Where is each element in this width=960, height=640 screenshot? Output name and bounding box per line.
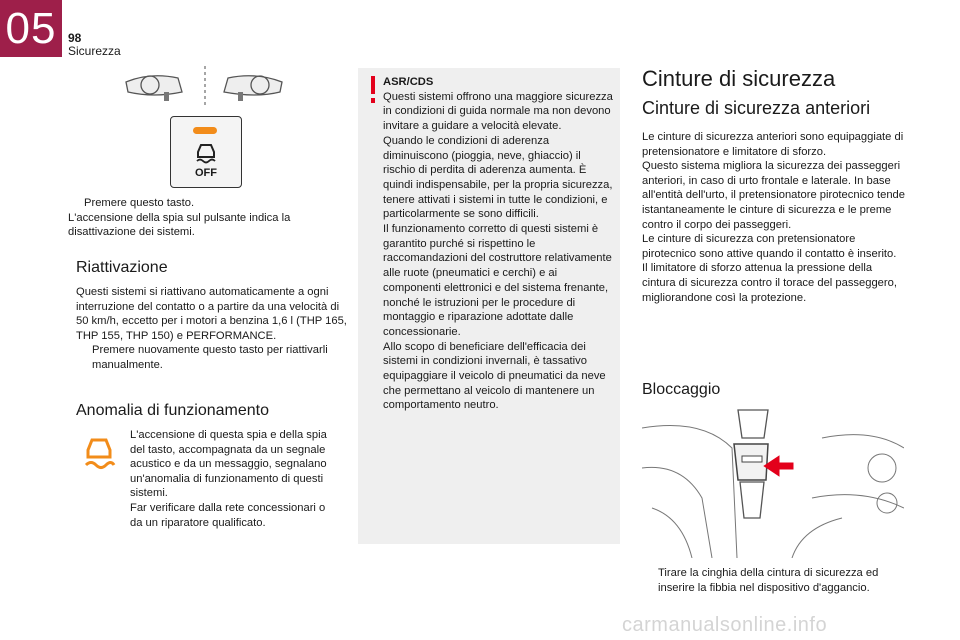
button-indicator-lamp xyxy=(193,127,217,134)
malfunction-title: Anomalia di funzionamento xyxy=(76,402,270,419)
warning-p4: Allo scopo di beneficiare dell'efficacia dei sistemi in condizioni invernali, è tassativo equipaggiare il veicolo di pneumatici da neve che permettano al veicolo di mantenere un comportamento neutro. xyxy=(383,340,606,412)
malfunction-body-2: Far verificare dalla rete concessionari o da un riparatore qualificato. xyxy=(130,501,326,529)
skidding-car-icon xyxy=(193,141,219,165)
warning-exclamation-icon xyxy=(368,76,378,104)
malfunction-section xyxy=(130,428,330,530)
bullet-marker xyxy=(642,566,658,595)
locking-bullet: Tirare la cinghia della cintura di sicurezza ed inserire la fibbia nel dispositivo d'aggancio. xyxy=(658,567,879,594)
seatbelts-p3: Le cinture di sicurezza con pretensionatore pirotecnico sono attive quando il contatto è inserito. xyxy=(642,233,897,260)
bullet-marker xyxy=(76,343,92,372)
warning-p3: Il funzionamento corretto di questi sistemi è garantito purché si rispettino le raccomandazioni del costruttore relativamente alle ruote (pneumatici e cerchi) e ai componenti elettronici e del sistema frenante, nonché le istruzioni per le procedure di montaggio e riparazione adottate dalle concessionarie. xyxy=(383,223,612,338)
seatbelts-p1: Le cinture di sicurezza anteriori sono equipaggiate di pretensionatore e limitatore di sforzo. xyxy=(642,131,904,158)
front-seatbelts-title: Cinture di sicurezza anteriori xyxy=(642,98,871,118)
locking-instruction xyxy=(642,566,907,595)
reactivation-body: Questi sistemi si riattivano automaticamente a ogni interruzione del contatto o a partire da una velocità di 50 km/h, eccetto per i motori a benzina 1,6 l (THP 165, THP 155, THP 150) e PERFORMANCE. xyxy=(76,286,347,342)
bullet-marker xyxy=(68,196,84,211)
reactivation-bullet: Premere nuovamente questo tasto per riattivarli manualmente. xyxy=(92,344,328,371)
button-off-label: OFF xyxy=(195,167,217,179)
warning-p1: Questi sistemi offrono una maggiore sicurezza in condizioni di guida normale ma non devono invitare a guidare a velocità elevate. xyxy=(383,90,613,133)
warning-p2: Quando le condizioni di aderenza diminuiscono (pioggia, neve, ghiaccio) il rischio di perdita di aderenza aumenta. È quindi indispensabile, per la propria sicurezza, tenere attivati i sistemi in tutte le condizioni, e particolarmente se sono difficili. xyxy=(383,134,613,221)
esp-off-button-illustration xyxy=(170,116,242,188)
indicator-text: L'accensione della spia sul pulsante indica la disattivazione dei sistemi. xyxy=(68,211,291,239)
page-number: 98 xyxy=(68,31,82,45)
section-name: Sicurezza xyxy=(68,44,121,58)
reactivation-section xyxy=(76,285,348,373)
seatbelt-buckle-illustration xyxy=(642,408,904,558)
front-seatbelts-text xyxy=(642,130,907,305)
watermark: carmanualsonline.info xyxy=(622,614,828,636)
malfunction-body: L'accensione di questa spia e della spia del tasto, accompagnata da un segnale acustico e da un messaggio, segnalano un'anomalia di funzionamento di questi sistemi. xyxy=(130,429,327,500)
seatbelts-title: Cinture di sicurezza xyxy=(642,66,836,91)
locking-title: Bloccaggio xyxy=(642,381,721,398)
chapter-tab: 05 xyxy=(0,0,62,57)
press-button-instruction: Premere questo tasto. L'accensione della spia sul pulsante indica la disattivazione dei sistemi. xyxy=(68,196,343,240)
seatbelts-p4: Il limitatore di sforzo attenua la pressione della cintura di sicurezza contro il torace del passeggero, migliorandone così la protezione. xyxy=(642,262,897,304)
seatbelts-p2: Questo sistema migliora la sicurezza dei passeggeri anteriori, in caso di urto frontale e laterale. In base all'entità dell'urto, il pretensionatore pirotecnico tende istantaneamente le cinture di sicurezza e le preme contro il corpo dei passeggeri. xyxy=(642,160,905,231)
reactivation-title: Riattivazione xyxy=(76,259,168,276)
traction-fault-warning-icon xyxy=(82,435,116,473)
warning-text xyxy=(383,75,615,413)
warning-title: ASR/CDS xyxy=(383,76,434,88)
steering-wheel-illustration xyxy=(120,64,290,108)
